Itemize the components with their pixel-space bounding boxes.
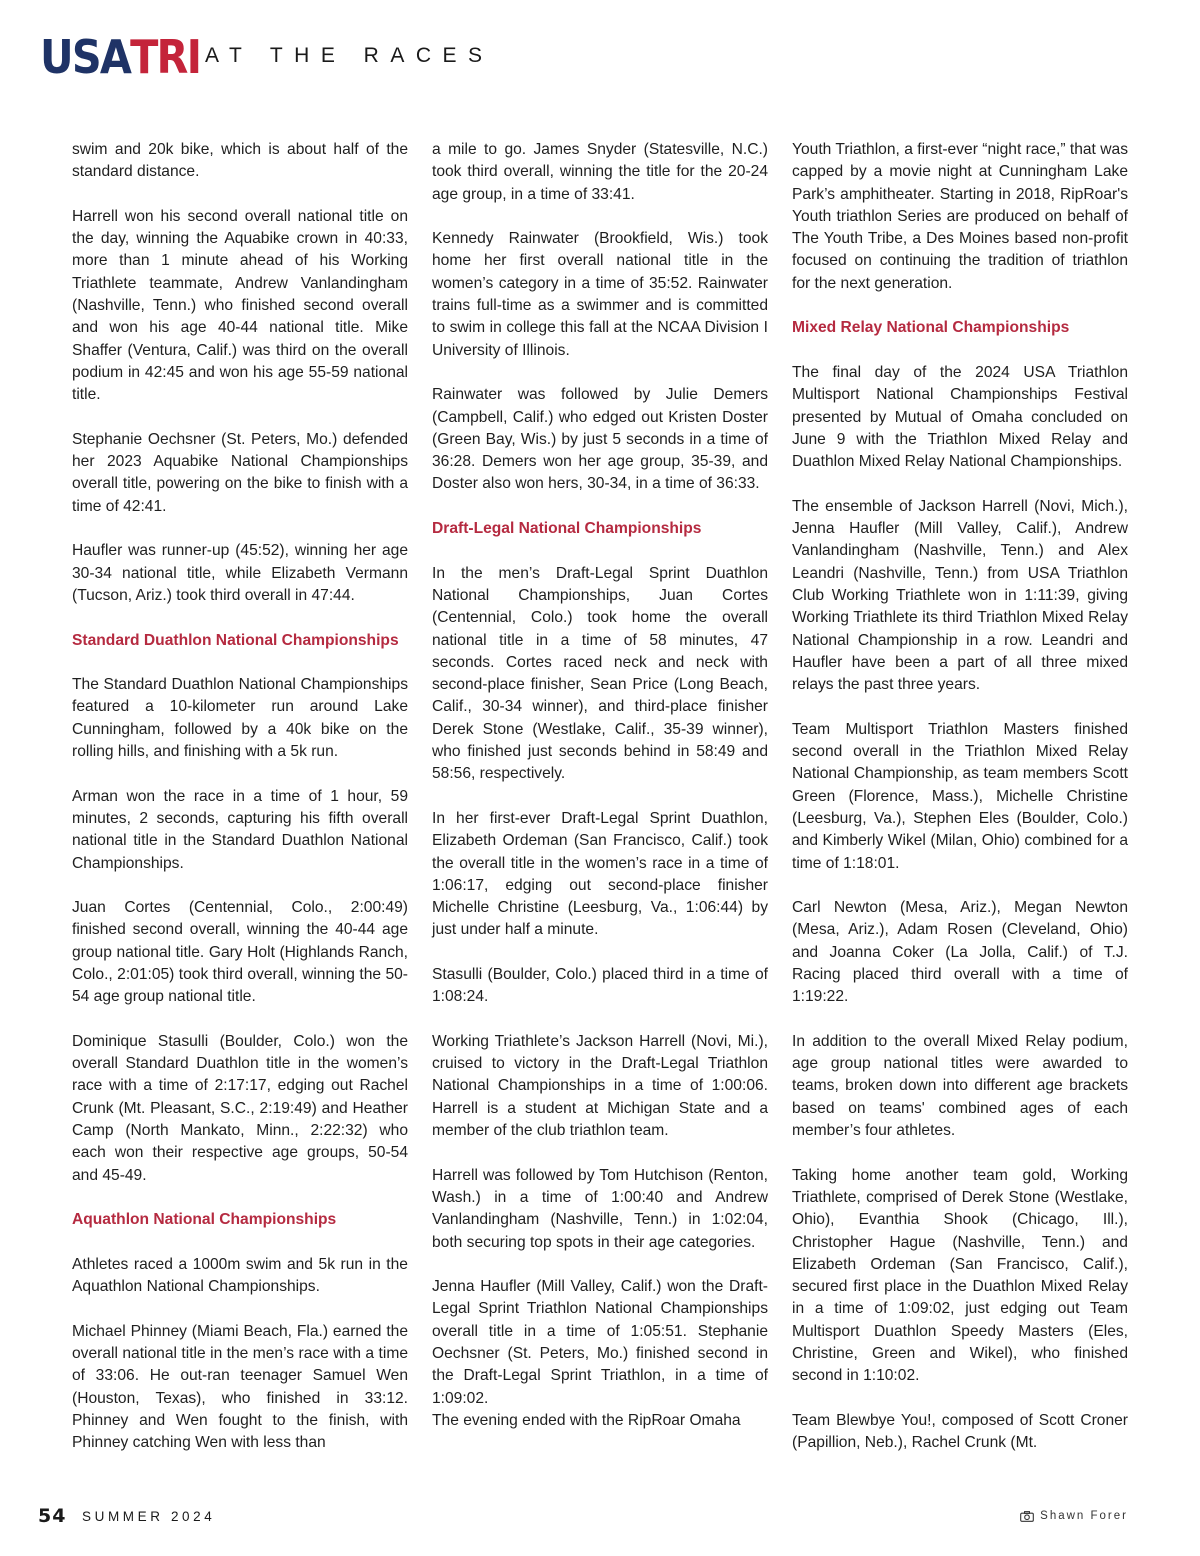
section-heading: Aquathlon National Championships (72, 1211, 337, 1229)
logo-tri-text: TRI (130, 30, 201, 84)
body-paragraph: The evening ended with the RipRoar Omaha (432, 1411, 741, 1429)
photo-credit (1020, 1510, 1128, 1522)
body-paragraph: Arman won the race in a time of 1 hour, 59 minutes, 2 seconds, capturing his fifth overall national title in the Standard Duathlon National Championships. (72, 787, 408, 872)
body-paragraph: Dominique Stasulli (Boulder, Colo.) won the overall Standard Duathlon title in the women’s race with a time of 2:17:17, edging out Rachel Crunk (Mt. Pleasant, S.C., 2:19:49) and Heather Camp (North Mankato, Minn., 2:22:32) who each won their respective age groups, 50-54 and 45-49. (72, 1032, 408, 1184)
body-paragraph: Taking home another team gold, Working Triathlete, comprised of Derek Stone (Westlake, Ohio), Evanthia Shook (Chicago, Ill.), Christopher Hague (Nashville, Tenn.) and Elizabeth Ordeman (San Francisco, Calif.), secured first place in the Duathlon Mixed Relay in a time of 1:09:02, just edging out Team Multisport Duathlon Speedy Masters (Eles, Christine, Green and Wikel), who finished second in 1:10:02. (792, 1166, 1128, 1385)
body-paragraph: Athletes raced a 1000m swim and 5k run in the Aquathlon National Championships. (72, 1255, 408, 1296)
body-paragraph: Working Triathlete’s Jackson Harrell (Novi, Mi.), cruised to victory in the Draft-Legal Triathlon National Championships in a time of 1:00:06. Harrell is a student at Michigan State and a member of the club triathlon team. (432, 1032, 768, 1140)
body-paragraph: a mile to go. James Snyder (Statesville, N.C.) took third overall, winning the title for the 20-24 age group, in a time of 33:41. (432, 141, 768, 203)
body-paragraph: Kennedy Rainwater (Brookfield, Wis.) took home her first overall national title in the women’s category in a time of 35:52. Rainwater trains full-time as a swimmer and is committed to swim in college this fall at the NCAA Division I University of Illinois. (432, 230, 768, 359)
body-paragraph: Stasulli (Boulder, Colo.) placed third in a time of 1:08:24. (432, 965, 768, 1006)
photo-credit-name: Shawn Forer (1040, 1510, 1128, 1522)
usatri-logo (40, 30, 201, 84)
body-paragraph: Rainwater was followed by Julie Demers (Campbell, Calif.) who edged out Kristen Doster (Green Bay, Wis.) by just 5 seconds in a time of 36:28. Demers won her age group, 35-39, and Doster also won hers, 30-34, in a time of 36:33. (432, 386, 768, 493)
body-paragraph: Juan Cortes (Centennial, Colo., 2:00:49) finished second overall, winning the 40-44 age group national title. Gary Holt (Highlands Ranch, Colo., 2:01:05) took third overall, winning the 50-54 age group national title. (72, 899, 408, 1006)
article-column-3 (792, 139, 1128, 1477)
body-paragraph: Youth Triathlon, a first-ever “night race,” that was capped by a movie night at Cunningham Lake Park’s amphitheater. Starting in 2018, RipRoar's Youth triathlon Series are produced on behalf of The Youth Tribe, a Des Moines based non-profit focused on continuing the tradition of triathlon for the next generation. (792, 141, 1128, 292)
section-heading: Mixed Relay National Championships (792, 319, 1070, 337)
issue-label: SUMMER 2024 (82, 1509, 216, 1524)
page-number: 54 (38, 1505, 67, 1527)
camera-icon (1020, 1511, 1034, 1522)
body-paragraph: Team Multisport Triathlon Masters finished second overall in the Triathlon Mixed Relay National Championship, as team members Scott Green (Florence, Mass.), Michelle Christine (Leesburg, Va.), Stephen Eles (Boulder, Colo.) and Kimberly Wikel (Milan, Ohio) combined for a time of 1:18:01. (792, 720, 1128, 872)
body-paragraph: Harrell won his second overall national title on the day, winning the Aquabike crown in 40:33, more than 1 minute ahead of his Working Triathlete teammate, Andrew Vanlandingham (Nashville, Tenn.) who finished second overall and won his age 40-44 national title. Mike Shaffer (Ventura, Calif.) was third on the overall podium in 42:45 and won his age 55-59 national title. (72, 207, 408, 404)
body-paragraph: Carl Newton (Mesa, Ariz.), Megan Newton (Mesa, Ariz.), Adam Rosen (Cleveland, Ohio) and Joanna Coker (La Jolla, Calif.) of T.J. Racing placed third overall with a time of 1:19:22. (792, 899, 1128, 1006)
article-column-2 (432, 139, 768, 1432)
article-column-1 (72, 139, 408, 1477)
body-paragraph: Team Blewbye You!, composed of Scott Croner (Papillion, Neb.), Rachel Crunk (Mt. (792, 1411, 1128, 1452)
masthead (40, 30, 218, 84)
body-paragraph: swim and 20k bike, which is about half of the standard distance. (72, 141, 408, 181)
section-heading: Draft-Legal National Championships (432, 520, 702, 538)
body-paragraph: The final day of the 2024 USA Triathlon Multisport National Championships Festival presented by Mutual of Omaha concluded on June 9 with the Triathlon Mixed Relay and Duathlon Mixed Relay National Championships. (792, 363, 1128, 471)
body-paragraph: The ensemble of Jackson Harrell (Novi, Mich.), Jenna Haufler (Mill Valley, Calif.), Andrew Vanlandingham (Nashville, Tenn.) and Alex Leandri (Nashville, Tenn.) from USA Triathlon Club Working Triathlete won in 1:11:39, giving Working Triathlete its third Triathlon Mixed Relay National Championship in a row. Leandri and Haufler have been a part of all three mixed relays the past three years. (792, 497, 1128, 694)
section-heading: Standard Duathlon National Championships (72, 631, 399, 649)
section-title: AT THE RACES (205, 44, 494, 67)
logo-usa-text: USA (40, 30, 131, 84)
body-paragraph: Stephanie Oechsner (St. Peters, Mo.) defended her 2023 Aquabike National Championships overall title, powering on the bike to finish with a time of 42:41. (72, 430, 408, 515)
body-paragraph: Haufler was runner-up (45:52), winning her age 30-34 national title, while Elizabeth Vermann (Tucson, Ariz.) took third overall in 47:44. (72, 542, 408, 604)
body-paragraph: In her first-ever Draft-Legal Sprint Duathlon, Elizabeth Ordeman (San Francisco, Calif.) took the overall title in the women’s race in a time of 1:06:17, edging out second-place finisher Michelle Christine (Leesburg, Va., 1:06:44) by just under half a minute. (432, 809, 768, 939)
body-paragraph: Michael Phinney (Miami Beach, Fla.) earned the overall national title in the men’s race with a time of 33:06. He out-ran teenager Samuel Wen (Houston, Texas), who finished in 33:12. Phinney and Wen fought to the finish, with Phinney catching Wen with less than (72, 1322, 408, 1452)
body-paragraph: Jenna Haufler (Mill Valley, Calif.) won the Draft-Legal Sprint Triathlon National Championships overall title in a time of 1:05:51. Stephanie Oechsner (St. Peters, Mo.) finished second in the Draft-Legal Sprint Triathlon, in a time of 1:09:02. (432, 1278, 768, 1407)
body-paragraph: Harrell was followed by Tom Hutchison (Renton, Wash.) in a time of 1:00:40 and Andrew Vanlandingham (Nashville, Tenn.) in 1:02:04, both securing top spots in their age categories. (432, 1166, 768, 1251)
body-paragraph: The Standard Duathlon National Championships featured a 10-kilometer run around Lake Cunningham, followed by a 40k bike on the rolling hills, and finishing with a 5k run. (72, 676, 408, 761)
body-paragraph: In addition to the overall Mixed Relay podium, age group national titles were awarded to teams, broken down into different age brackets based on teams' combined ages of each member’s four athletes. (792, 1032, 1128, 1140)
body-paragraph: In the men’s Draft-Legal Sprint Duathlon National Championships, Juan Cortes (Centennial, Colo.) took home the overall national title in a time of 58 minutes, 47 seconds. Cortes raced neck and neck with second-place finisher, Sean Price (Long Beach, Calif., 30-34 winner), and third-place finisher Derek Stone (Westlake, Calif., 35-39 winner), who finished just seconds behind in 58:49 and 58:56, respectively. (432, 564, 768, 783)
